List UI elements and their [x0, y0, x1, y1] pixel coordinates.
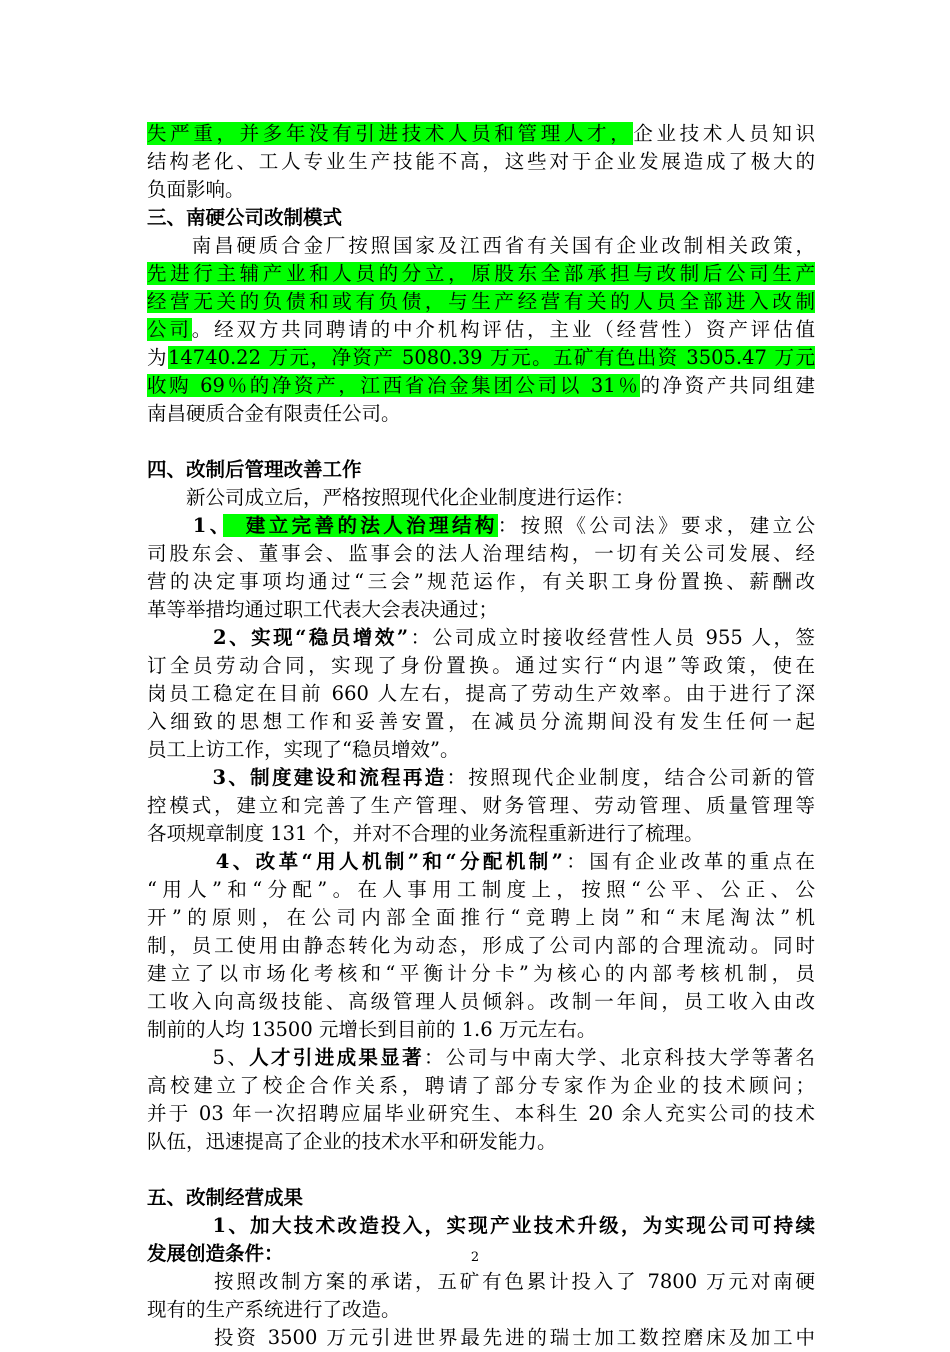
list-item-line: 4、改革“用人机制”和“分配机制”：国有企业改革的重点在 [147, 850, 815, 873]
list-item-line: 制前的人均 13500 元增长到目前的 1.6 万元左右。 [147, 1018, 597, 1041]
paragraph-line: 结构老化、工人专业生产技能不高，这些对于企业发展造成了极大的 [147, 150, 815, 173]
list-item-line: 5、人才引进成果显著：公司与中南大学、北京科技大学等著名 [147, 1046, 815, 1069]
paragraph-line: 公司。经双方共同聘请的中介机构评估，主业（经营性）资产评估值 [147, 318, 815, 341]
paragraph-line: 收购 69％的净资产，江西省冶金集团公司以 31％的净资产共同组建 [147, 374, 815, 397]
section-heading: 四、改制后管理改善工作 [147, 458, 362, 481]
highlighted-text: 14740.22 万元，净资产 5080.39 万元。五矿有色出资 3505.47 万元 [167, 346, 815, 369]
list-item-line: 各项规章制度 131 个，并对不合理的业务流程重新进行了梳理。 [147, 822, 704, 845]
paragraph-line: 南昌硬质合金厂按照国家及江西省有关国有企业改制相关政策， [147, 234, 815, 257]
highlighted-text: 经营无关的负债和或有负债，与生产经营有关的人员全部进入改制 [147, 290, 815, 313]
highlighted-text: 公司 [147, 318, 192, 341]
list-item-line: 队伍，迅速提高了企业的技术水平和研发能力。 [147, 1130, 557, 1153]
list-item-line: 建立了以市场化考核和“平衡计分卡”为核心的内部考核机制，员 [147, 962, 815, 985]
list-item-line: 订全员劳动合同，实现了身份置换。通过实行“内退”等政策，使在 [147, 654, 815, 677]
list-item-line: “用人”和“分配”。在人事用工制度上，按照“公平、公正、公 [147, 878, 815, 901]
subheading-line: 1、加大技术改造投入，实现产业技术升级，为实现公司可持续 [147, 1214, 815, 1237]
document-body [147, 120, 815, 1352]
paragraph-line: 为14740.22 万元，净资产 5080.39 万元。五矿有色出资 3505.47 万元 [147, 346, 815, 369]
list-item-line: 并于 03 年一次招聘应届毕业研究生、本科生 20 余人充实公司的技术 [147, 1102, 815, 1125]
subheading-line: 发展创造条件： [147, 1242, 284, 1265]
paragraph-line: 投资 3500 万元引进世界最先进的瑞士加工数控磨床及加工中 [147, 1326, 815, 1349]
list-item-line: 员工上访工作，实现了“稳员增效”。 [147, 738, 460, 761]
list-item-line: 开”的原则，在公司内部全面推行“竞聘上岗”和“末尾淘汰”机 [147, 906, 815, 929]
highlighted-text: 建立完善的法人治理结构 [222, 514, 498, 537]
paragraph-line: 现有的生产系统进行了改造。 [147, 1298, 401, 1321]
paragraph-line [147, 288, 815, 316]
list-item-line: 革等举措均通过职工代表大会表决通过； [147, 598, 499, 621]
list-item-line: 入细致的思想工作和妥善安置，在减员分流期间没有发生任何一起 [147, 710, 815, 733]
blank-line [147, 1156, 815, 1184]
list-item-line: 2、实现“稳员增效”：公司成立时接收经营性人员 955 人，签 [147, 626, 815, 649]
highlighted-text: 先进行主辅产业和人员的分立，原股东全部承担与改制后公司生产 [147, 262, 815, 285]
paragraph-line: 南昌硬质合金有限责任公司。 [147, 402, 401, 425]
section-heading: 三、南硬公司改制模式 [147, 206, 343, 229]
list-item-line: 3、制度建设和流程再造：按照现代企业制度，结合公司新的管 [147, 766, 815, 789]
paragraph-line: 按照改制方案的承诺，五矿有色累计投入了 7800 万元对南硬 [147, 1270, 815, 1293]
paragraph-line: 失严重，并多年没有引进技术人员和管理人才，企业技术人员知识 [147, 122, 815, 145]
list-item-line: 工收入向高级技能、高级管理人员倾斜。改制一年间，员工收入由改 [147, 990, 815, 1013]
paragraph-line: 新公司成立后，严格按照现代化企业制度进行运作： [147, 486, 635, 509]
list-item-line: 营的决定事项均通过“三会”规范运作，有关职工身份置换、薪酬改 [147, 570, 815, 593]
list-item-line: 岗员工稳定在目前 660 人左右，提高了劳动生产效率。由于进行了深 [147, 682, 815, 705]
list-item-line: 1、 建立完善的法人治理结构：按照《公司法》要求，建立公 [147, 514, 815, 537]
paragraph-line [147, 260, 815, 288]
highlighted-text: 收购 69％的净资产，江西省冶金集团公司以 31％ [147, 374, 641, 397]
highlighted-text: 失严重，并多年没有引进技术人员和管理人才， [147, 122, 634, 145]
list-item-line: 控模式，建立和完善了生产管理、财务管理、劳动管理、质量管理等 [147, 794, 815, 817]
list-item-line: 高校建立了校企合作关系，聘请了部分专家作为企业的技术顾问； [147, 1074, 815, 1097]
page-number: 2 [470, 1250, 480, 1265]
section-heading: 五、改制经营成果 [147, 1186, 304, 1209]
list-item-line: 司股东会、董事会、监事会的法人治理结构，一切有关公司发展、经 [147, 542, 815, 565]
list-item-line: 制，员工使用由静态转化为动态，形成了公司内部的合理流动。同时 [147, 934, 815, 957]
blank-line [147, 428, 815, 456]
paragraph-line: 负面影响。 [147, 178, 245, 201]
